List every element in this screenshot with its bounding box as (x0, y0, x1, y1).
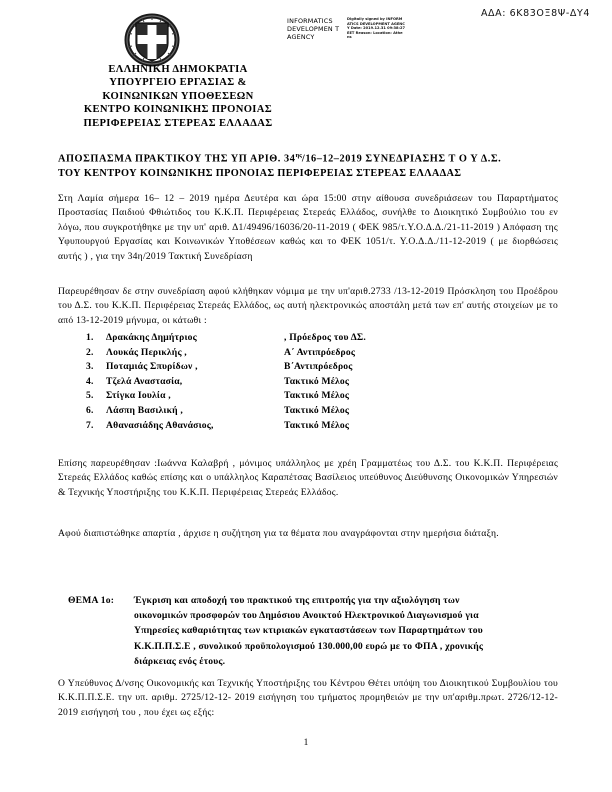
list-item (86, 346, 506, 361)
member-name: Τζελά Αναστασία, (106, 375, 183, 387)
member-number: 6. (86, 404, 94, 416)
doc-title-line-1 (58, 148, 558, 166)
org-line-4: ΚΕΝΤΡΟ ΚΟΙΝΩΝΙΚΗΣ ΠΡΟΝΟΙΑΣ (83, 104, 273, 116)
page-title (58, 148, 558, 181)
agenda-item-label: ΘΕΜΑ 1ο: (68, 595, 115, 606)
member-role: Τακτικό Μέλος (284, 390, 350, 402)
org-line-1: ΕΛΛΗΝΙΚΗ ΔΗΜΟΚΡΑΤΙΑ (108, 64, 248, 75)
board-members-list (86, 331, 506, 433)
member-number: 2. (86, 346, 94, 358)
agenda-line-3: Υπηρεσίες καθαριότητας των κτιριακών εγκαταστάσεων των Παραρτημάτων του (134, 625, 483, 637)
document-header-bar (0, 0, 612, 72)
member-role: Α΄ Αντιπρόεδρος (284, 346, 356, 358)
member-number: 1. (86, 332, 94, 343)
list-item (86, 404, 506, 419)
list-item (86, 360, 506, 375)
organisation-header (0, 63, 356, 130)
greek-coat-of-arms-icon (118, 13, 186, 67)
list-item (86, 375, 506, 390)
member-name: Στίγκα Ιουλία , (106, 390, 171, 402)
digital-signature-stamp (287, 17, 405, 59)
member-number: 4. (86, 375, 94, 387)
paragraph-invitation: Παρευρέθησαν δε στην συνεδρίαση αφού κλήθηκαν νόμιμα με την υπ'αριθ.2733 /13-12-2019 Πρόσκληση του Προέδρου του Δ.Σ. του Κ.Κ.Π. Περιφέρειας Στερεάς Ελλάδος, ως αυτή ηλεκτρονικώς αποστάλη μετά των επ' αυτής στοιχείων με το από 13-12-2019 μήνυμα, οι κάτωθι : (58, 286, 558, 326)
agenda-line-5: διάρκειας ενός έτους. (134, 655, 226, 667)
agenda-item-1 (68, 593, 548, 669)
paragraph-final: Ο Υπεύθυνος Δ/νσης Οικονομικής και Τεχνικής Υποστήριξης του Κέντρου Θέτει υπόψη του Διοικητικού Συμβουλίου του Κ.Κ.Π.Π.Σ.Ε. την υπ. αριθμ. 2725/12-12- 2019 εισήγηση του τμήματος προμηθειών με την υπ'αριθμ.πρωτ. 2726/12-12-2019 εισήγησή του , που έχει ως εξής: (58, 678, 558, 718)
paragraph-intro: Στη Λαμία σήμερα 16– 12 – 2019 ημέρα Δευτέρα και ώρα 15:00 στην αίθουσα συνεδριάσεων του Παραρτήματος Προστασίας Παιδιού Φθιώτιδος του Κ.Κ.Π. Περιφέρειας Στερεάς Ελλάδος, συνήλθε το Διοικητικό Συμβούλιο του εν λόγω, που συγκροτήθηκε με την υπ' αριθ. Δ1/49496/16036/20-11-2019 ( ΦΕΚ 985/τ.Υ.Ο.Δ.Δ./21-11-2019 ) Απόφαση της Υφυπουργού Εργασίας και Κοινωνικών Υποθέσεων καθώς και το ΦΕΚ 1051/τ. Υ.Ο.Δ.Δ./11-12-2019 ( με διορθώσεις αυτής ) , για την 34η/2019 Τακτική Συνεδρίαση (58, 193, 558, 262)
member-role: Τακτικό Μέλος (284, 404, 350, 416)
list-item (86, 419, 506, 434)
doc-title-line-2: ΤΟΥ ΚΕΝΤΡΟΥ ΚΟΙΝΩΝΙΚΗΣ ΠΡΟΝΟΙΑΣ ΠΕΡΙΦΕΡΕΙΑΣ ΣΤΕΡΕΑΣ ΕΛΛΑΔΑΣ (58, 168, 462, 180)
paragraph-also-present: Επίσης παρευρέθησαν :Ιωάννα Καλαβρή , μόνιμος υπάλληλος με χρέη Γραμματέως του Δ.Σ. του Κ.Κ.Π. Περιφέρειας Στερεάς Ελλάδος καθώς επίσης και ο υπάλληλος Καραπέτσας Βασίλειος υπεύθυνος Διεύθυνσης Οικονομικών Υπηρεσιών & Τεχνικής Υποστήριξης του Κ.Κ.Π. Περιφέρειας Στερεάς Ελλάδος. (58, 458, 558, 498)
org-line-3: ΚΟΙΝΩΝΙΚΩΝ ΥΠΟΘΕΣΕΩΝ (102, 90, 254, 102)
member-role: , Πρόεδρος του ΔΣ. (284, 332, 366, 343)
paragraph-quorum: Αφού διαπιστώθηκε απαρτία , άρχισε η συζήτηση για τα θέματα που αναγράφονται στην ημερήσια διάταξη. (58, 528, 499, 539)
member-name: Λάσπη Βασιλική , (106, 404, 183, 416)
member-name: Αθανασιάδης Αθανάσιος, (106, 419, 214, 431)
signature-details: Digitally signed by INFORMATICS DEVELOPMENT AGENCY Date: 2019.12.31 09:38:27 EET Reason: Location: Athens (347, 17, 405, 40)
member-role: Τακτικό Μέλος (284, 419, 350, 431)
member-name: Ποταμιάς Σπυρίδων , (106, 361, 198, 373)
member-number: 3. (86, 361, 94, 373)
agenda-item-body (134, 593, 548, 669)
member-name: Λουκάς Περικλής , (106, 346, 187, 358)
agenda-line-1: Έγκριση και αποδοχή του πρακτικού της επιτροπής για την αξιολόγηση των (134, 595, 460, 606)
doc-title-line-1-after: /16–12–2019 ΣΥΝΕΔΡΙΑΣΗΣ Τ Ο Υ Δ.Σ. (301, 153, 502, 165)
member-name: Δρακάκης Δημήτριος (106, 332, 197, 343)
agenda-line-2: οικονομικών προσφορών του Δημόσιου Ανοικτού Ηλεκτρονικού Διαγωνισμού για (134, 610, 479, 622)
page-number: 1 (303, 738, 309, 748)
list-item (86, 331, 506, 346)
ada-code: ΑΔΑ: 6Κ83ΟΞ8Ψ-ΔΥ4 (480, 8, 590, 19)
signature-agency-name: INFORMATICS DEVELOPMEN T AGENCY (287, 17, 340, 42)
list-item (86, 389, 506, 404)
member-role: Β΄Αντιπρόεδρος (284, 361, 353, 373)
member-role: Τακτικό Μέλος (284, 375, 350, 387)
doc-title-line-1-before: ΑΠΟΣΠΑΣΜΑ ΠΡΑΚΤΙΚΟΥ ΤΗΣ ΥΠ ΑΡΙΘ. 34 (58, 153, 296, 165)
agenda-line-4: Κ.Κ.Π.Π.Σ.Ε , συνολικού προϋπολογισμού 130.000,00 ευρώ με το ΦΠΑ , χρονικής (134, 640, 484, 652)
org-line-2: ΥΠΟΥΡΓΕΙΟ ΕΡΓΑΣΙΑΣ & (109, 77, 247, 89)
member-number: 5. (86, 390, 94, 402)
member-number: 7. (86, 419, 94, 431)
doc-title-ordinal-suffix: ης (295, 152, 302, 159)
org-line-5: ΠΕΡΙΦΕΡΕΙΑΣ ΣΤΕΡΕΑΣ ΕΛΛΑΔΑΣ (83, 117, 273, 129)
